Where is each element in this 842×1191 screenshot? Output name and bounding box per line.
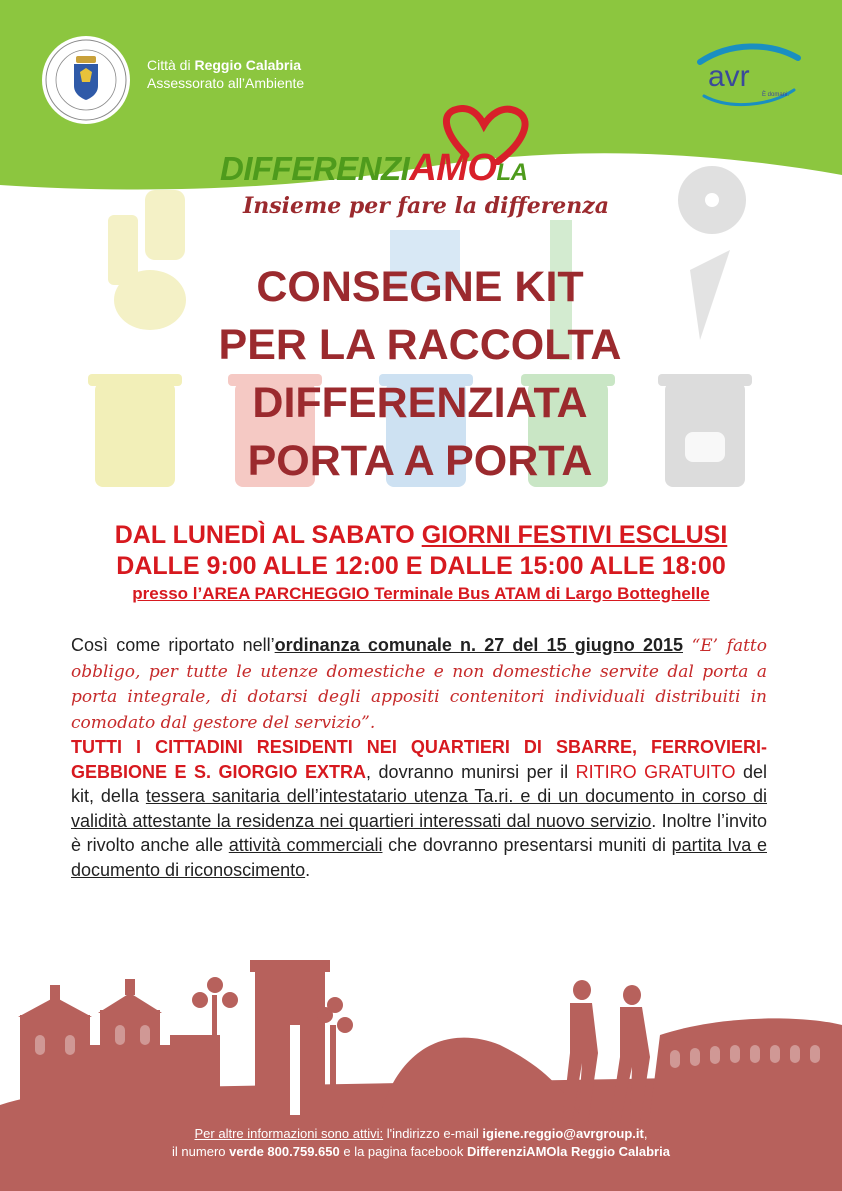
schedule-days	[50, 520, 792, 551]
brand-logo	[206, 105, 646, 225]
schedule-holidays-note: GIORNI FESTIVI ESCLUSI	[421, 521, 728, 549]
required-documents: tessera sanitaria dell’intestatario utenza Ta.ri. e di un documento in corso di validità attestante la residenza nei quartieri interessati dal nuovo servizio	[71, 786, 767, 831]
footer-contact-info	[0, 1125, 842, 1161]
city-header-text	[147, 56, 304, 92]
body-paragraph	[71, 633, 767, 882]
ordinance-reference: ordinanza comunale n. 27 del 15 giugno 2015	[274, 635, 683, 655]
city-name: Reggio Calabria	[194, 57, 302, 73]
vat-documents: partita Iva e documento di riconoscimento	[71, 835, 767, 880]
commercial-activities: attività commerciali	[228, 835, 383, 855]
schedule-days-text: DAL LUNEDÌ AL SABATO	[114, 521, 422, 549]
department-name: Assessorato all’Ambiente	[147, 75, 305, 91]
avr-logo-text: avr	[708, 60, 750, 93]
title-line-4: PORTA A PORTA	[247, 437, 593, 485]
body-text-1: , dovranno munirsi per il	[366, 761, 576, 782]
brand-tagline: Insieme per fare la differenza	[242, 193, 610, 219]
brand-part-1: DIFFERENZI	[220, 150, 410, 187]
schedule-hours: DALLE 9:00 ALLE 12:00 E DALLE 15:00 ALLE 18:00	[116, 552, 726, 580]
main-title	[120, 258, 720, 490]
footer-facebook-intro: e la pagina facebook	[339, 1144, 467, 1159]
schedule-location: presso l’AREA PARCHEGGIO Terminale Bus ATAM di Largo Botteghelle	[132, 584, 710, 603]
brand-part-3: LA	[496, 159, 528, 186]
footer-email-intro: l'indirizzo e-mail	[383, 1126, 483, 1141]
avr-slogan: È domani.	[762, 92, 790, 98]
footer-email[interactable]: igiene.reggio@avrgroup.it	[482, 1126, 644, 1141]
footer-info-label: Per altre informazioni sono attivi:	[194, 1126, 384, 1141]
footer-phone[interactable]: verde 800.759.650	[229, 1144, 340, 1159]
title-line-3: DIFFERENZIATA	[252, 379, 588, 427]
avr-logo	[690, 40, 802, 110]
footer-comma: ,	[643, 1126, 648, 1141]
city-prefix: Città di	[147, 57, 195, 73]
body-text-4: che dovranno presentarsi muniti di	[382, 835, 672, 855]
footer-line-1	[0, 1125, 842, 1143]
title-line-1: CONSEGNE KIT	[256, 263, 584, 311]
footer-line-2	[0, 1143, 842, 1161]
city-crest-logo	[40, 34, 132, 126]
title-line-2: PER LA RACCOLTA	[218, 321, 622, 369]
footer-facebook-page[interactable]: DifferenziAMOla Reggio Calabria	[466, 1144, 670, 1159]
schedule-block	[50, 520, 792, 606]
footer-number-intro: il numero	[172, 1144, 230, 1159]
residents-notice: TUTTI I CITTADINI RESIDENTI NEI QUARTIERI DI SBARRE, FERROVIERI-GEBBIONE E S. GIORGIO EXTRA	[71, 737, 767, 782]
body-intro: Così come riportato nell’	[71, 635, 275, 655]
body-text-2: del kit, della	[71, 761, 768, 806]
free-pickup: RITIRO GRATUITO	[575, 761, 736, 782]
body-text-3: . Inoltre l’invito è rivolto anche alle	[71, 810, 767, 855]
body-text-5: .	[305, 859, 311, 880]
brand-name	[220, 147, 527, 190]
ordinance-quote: “E’ fatto obbligo, per tutte le utenze domestiche e non domestiche servite dal porta a porta integrale, di dotarsi degli appositi contenitori individuali distribuiti in comodato dal gestore del servizio”.	[71, 636, 767, 733]
brand-part-2: AMO	[409, 147, 497, 189]
